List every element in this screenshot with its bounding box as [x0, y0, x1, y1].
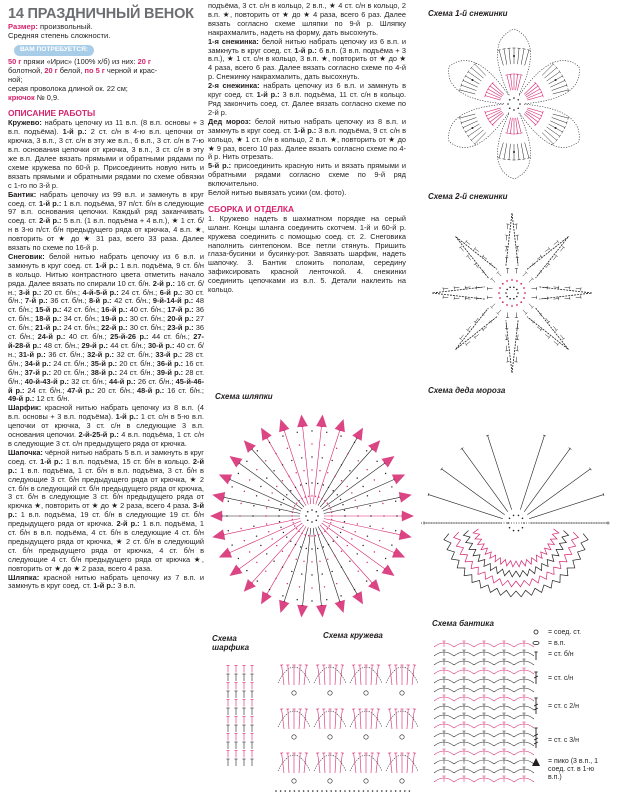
scheme-label-snowflake-1: Схема 1-й снежинки: [428, 9, 508, 18]
legend-dtr: = ст. с 3/н: [548, 737, 580, 744]
instructions-paragraph: подъёма, 3 ст. с/н в кольцо, 2 в.п., ★ 4 ст. с/н в кольцо, 2 в.п. ★, повторить от ★ до ★ 4 раза, всего 6 раз. Далее вязать согласно схеме шляпки по 9-й р. Шляпку накрахмалить, надеть на форму, дать высохнуть.: [208, 1, 406, 37]
materials-list: 50 г пряжи «Ирис» (100% х/б) из них: 20 г болотной, 20 г белой, по 5 г черной и крас- ной; серая проволока длиной ок. 22 см; крючок № 0,9.: [8, 56, 158, 102]
snowflake-2-diagram: [420, 205, 600, 385]
legend-slip-stitch: = соед. ст.: [548, 629, 582, 636]
scheme-label-hat: Схема шляпки: [215, 392, 273, 401]
middle-column: [208, 2, 406, 295]
snowflake-1-diagram: [424, 22, 604, 192]
scarf-diagram: [222, 662, 262, 772]
description-paragraph: Кружево: набрать цепочку из 11 в.п. (8 в.п. основы + 3 в.п. подъёма). 1-й р.: 2 ст. с/н в 4-ю в.п. цепочки от крючка, 3 в.п., 3 ст. с/н в эту же в.п., 6 в.п., 3 ст. с/н в 7-ю в.п. основания цепочки от крючка, 3 в.п., 3 ст. с/н в эту же в.п. Далее вязать прямыми и обратными рядами по схеме кружева по 60-й р. Присоединить новую нить и вязать прямыми и обратными рядами по схеме обвязки с 1-го по 3-й р.: [8, 118, 204, 190]
bow-diagram: [424, 632, 534, 792]
scheme-label-snowflake-2: Схема 2-й снежинки: [428, 192, 508, 201]
left-column: [8, 0, 204, 591]
lace-diagram: [268, 645, 418, 795]
materials-badge: ВАМ ПОТРЕБУЕТСЯ:: [14, 45, 94, 56]
scheme-label-lace: Схема кружева: [323, 631, 383, 640]
size-line: Размер: произвольный.: [8, 22, 93, 31]
scheme-label-santa: Схема деда мороза: [428, 386, 506, 395]
scheme-label-scarf: Схема шарфика: [212, 634, 250, 652]
page-title: 14 ПРАЗДНИЧНЫЙ ВЕНОК: [8, 6, 194, 22]
scheme-label-bow: Схема бантика: [432, 619, 494, 628]
legend-picot: = пико (3 в.п., 1 соед. ст. в 1-ю в.п.): [548, 758, 599, 781]
santa-diagram: [424, 398, 614, 608]
assembly-heading: СБОРКА И ОТДЕЛКА: [208, 203, 295, 214]
instructions-paragraph: 5-й р.: присоединить красную нить и вязать прямыми и обратными рядами согласно схеме по 9-й ряд включительно.: [208, 161, 406, 189]
legend-sc: = ст. б/н: [548, 651, 574, 658]
description-paragraph: Бантик: набрать цепочку из 99 в.п. и замкнуть в круг соед. ст. 1-й р.: 1 в.п. подъёма, 97 п/ст. б/н в следующие 97 в.п. основания цепочки. Каждый ряд заканчивать соед. ст. 2-й р.: 5 в.п. (1 в.п. подъёма + 4 в.п.), ★ 1 ст. б/н в 3-ю п/ст. б/н предыдущего ряда от крючка, 4 в.п. ★, повторить от ★ до ★ 31 раз, всего 33 раза. Далее вязать по схеме по 16-й р.: [8, 189, 205, 253]
description-paragraph: Снеговик: белой нитью набрать цепочку из 6 в.п. и замкнуть в круг соед. ст. 1-й р.: 1 в.п. подъёма, 9 ст. б/н в кольцо. Нитью контрастного цвета отметить начало ряда. Далее вязать по спирали 10 ст. б/н. 2-й р.: 16 ст. б/н.; 3-й р.: 20 ст. б/н.; 4-й-5-й р.: 24 ст. б/н.; 6-й р.: 30 ст. б/н.; 7-й р.: 36 ст. б/н.; 8-й р.: 42 ст. б/н.; 9-й-14-й р.: 48 ст. б/н.; 15-й р.: 42 ст. б/н.; 16-й р.: 40 ст. б/н.; 17-й р.: 36 ст. б/н.; 18-й р.: 34 ст. б/н.; 19-й р.: 30 ст. б/н.; 20-й р.: 27 ст. б/н.; 21-й р.: 24 ст. б/н.; 22-й р.: 30 ст. б/н.; 23-й р.: 36 ст. б/н.; 24-й р.: 40 ст. б/н.; 25-й-26 р.: 44 ст. б/н.; 27-й-28-й р.: 48 ст. б/н.; 29-й р.: 44 ст. б/н.; 30-й р.: 40 ст. б/н.; 31-й р.: 36 ст. б/н.; 32-й р.: 32 ст. б/н.; 33-й р.: 28 ст. б/н.; 34-й р.: 24 ст. б/н.; 35-й р.: 20 ст. б/н.; 36-й р.: 16 ст. б/н.; 37-й р.: 20 ст. б/н.; 38-й р.: 24 ст. б/н.; 39-й р.: 28 ст. б/н.; 40-й-43-й р.: 32 ст. б/н.; 44-й р.: 26 ст. б/н.; 45-й-46-й р.: 24 ст. б/н.; 47-й р.: 20 ст. б/н.; 48-й р.: 16 ст. б/н.; 49-й р.: 12 ст. б/н.: [8, 251, 205, 404]
description-paragraph: Шляпка: красной нитью набрать цепочку из 7 в.п. и замкнуть в круг соед. ст. 1-й р.: 3 в.п.: [8, 572, 204, 591]
assembly-text: 1. Кружево надеть в шахматном порядке на серый шланг. Концы шланга соединить скотчем. 1-й и 60-й р. кружева соединить с помощью соед. ст. 2. Снеговика наполнить синтепоном. Все петли стянуть. Пришить глаза-бусинки и бусинку-рот. Завязать шарфик, надеть шапочку. 3. Бантик сложить пополам, середину зафиксировать красной ленточкой. 4. снежинки соединить цепочками из в.п. 5. Детали наклеить на кольцо.: [208, 213, 406, 295]
description-paragraph: Шапочка: чёрной нитью набрать 5 в.п. и замкнуть в круг соед. ст. 1-й р.: 1 в.п. подъёма, 15 ст. б/н в кольцо. 2-й р.: 1 в.п. подъёма, 1 ст. б/н в в.п. подъёма, 3 ст. б/н в следующие 3 ст. б/н предыдущего ряда от крючка, ★ 2 ст. б/н в следующий ст. б/н предыдущего ряда от крючка, 3 ст. б/н в следующие 3 ст. б/н предыдущего ряда от крючка ★, повторить от ★ до ★ 2 раза, всего 4 раза. 3-й р.: 1 в.п. подъёма, 19 ст. б/н в следующие 19 ст. б/н предыдущего ряда от крючка. 2-й р.: 1 в.п. подъёма, 1 ст. б/н в в.п. подъёма, 4 ст. б/н в следующие 4 ст. б/н предыдущего ряда от крючка, ★ 2 ст. б/н в следующий ст. б/н предыдущего ряда от крючка, 4 ст. б/н в следующие 4 ст. б/н предыдущего ряда от крючка ★, повторить от ★ до ★ 2 раза, всего 4 раза.: [8, 447, 205, 573]
instructions-paragraph: 2-я снежинка: набрать цепочку из 6 в.п. и замкнуть в круг соед. ст. 1-й р.: 3 в.п. подъёма, 11 ст. с/н в кольцо. Ряд закончить соед. ст. Далее вязать согласно схеме по 2-й р.: [208, 81, 407, 117]
instructions-paragraph: Белой нитью вывязать усики (см. фото).: [208, 188, 347, 198]
description-paragraph: Шарфик: красной нитью набрать цепочку из 8 в.п. (4 в.п. основы + 3 в.п. подъёма). 1-й р.: 1 ст. с/н в 5-ю в.п. цепочки от крючка, 3 ст. с/н в следующие 3 в.п. основания цепочки. 2-й-25-й р.: 4 в.п. подъёма, 1 ст. с/н в следующие 3 ст. с/н предыдущего ряда от крючка.: [8, 403, 204, 448]
difficulty-line: Средняя степень сложности.: [8, 31, 111, 40]
instructions-paragraph: Дед мороз: белой нитью набрать цепочку из 8 в.п. и замкнуть в круг соед. ст. 1-й р.: 3 в.п. подъёма, 9 ст. с/н в кольцо, ★ 1 ст. с/н в кольцо, 2 в.п. ★, повторить от ★ до ★ 9 раз, всего 10 раз. Далее вязать согласно схеме по 4-й р. Нить отрезать.: [208, 116, 406, 162]
legend-symbols: [526, 628, 546, 778]
description-heading: ОПИСАНИЕ РАБОТЫ: [8, 108, 96, 119]
hat-diagram: [212, 404, 417, 629]
description-continued: [208, 2, 406, 198]
description-body: [8, 119, 204, 591]
legend-tr: = ст. с 2/н: [548, 703, 580, 710]
legend-dc: = ст. с/н: [548, 675, 574, 682]
instructions-paragraph: 1-я снежинка: белой нитью набрать цепочку из 6 в.п. и замкнуть в круг соед. ст. 1-й р.: 6 в.п. (3 в.п. подъёма + 3 в.п.), ★ 1 ст. с/н в кольцо, 3 в.п. ★, повторить от ★ до ★ 4 раза, всего 6 раз. Далее вязать согласно схеме по 4-й р. Снежинку накрахмалить, дать высохнуть.: [208, 36, 407, 82]
legend-chain: = в.п.: [548, 640, 566, 647]
